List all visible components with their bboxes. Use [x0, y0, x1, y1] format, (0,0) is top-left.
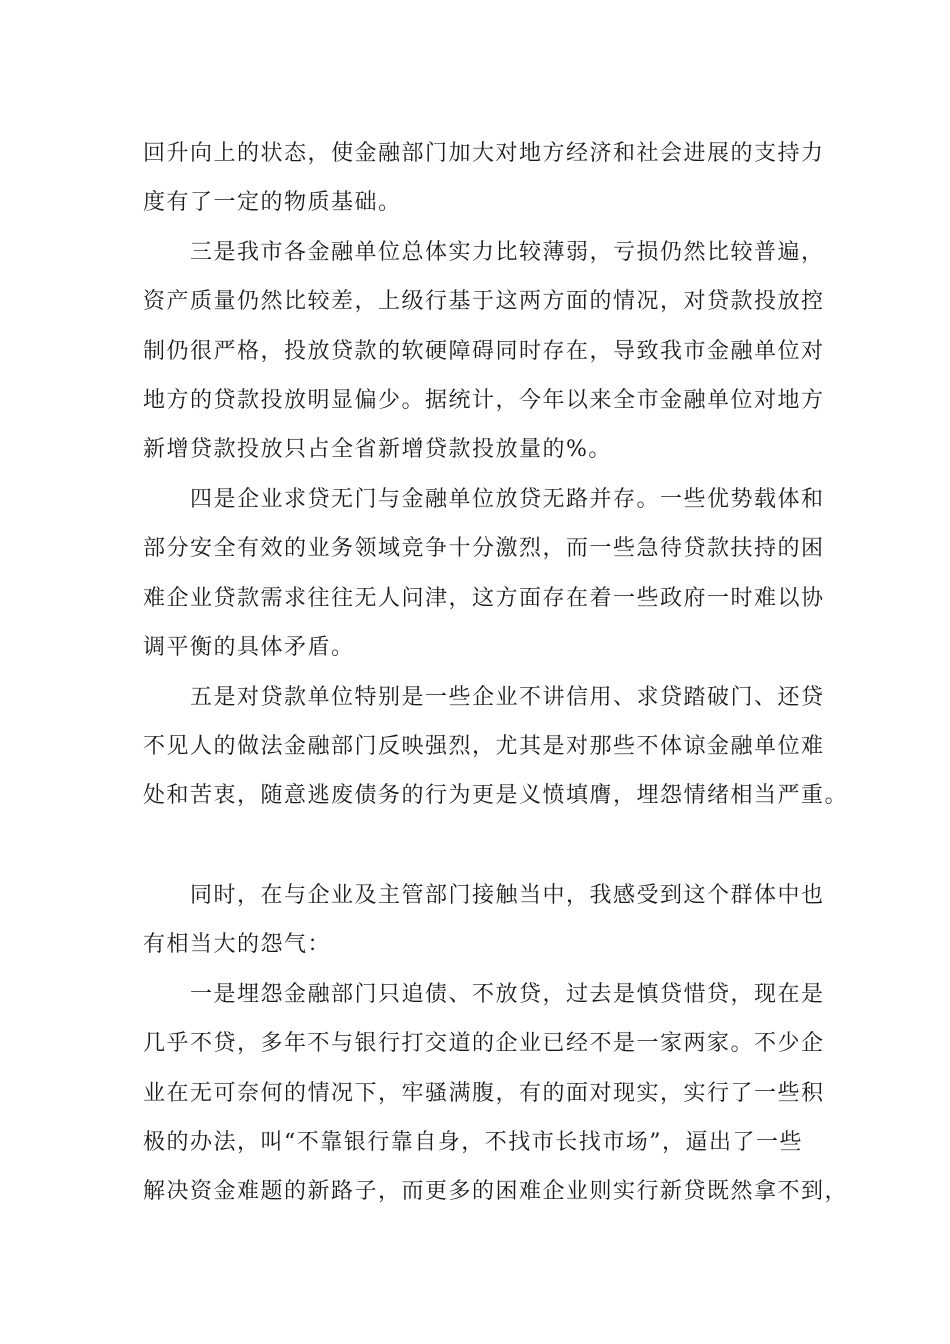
text-line: 极的办法，叫“不靠银行靠自身，不找市长找市场”，逼出了一些 — [143, 1130, 803, 1155]
text-line: 四是企业求贷无门与金融单位放贷无路并存。一些优势载体和 — [190, 487, 825, 512]
text-line: 度有了一定的物质基础。 — [143, 190, 402, 215]
text-line: 几乎不贷，多年不与银行打交道的企业已经不是一家两家。不少企 — [143, 1031, 825, 1056]
text-line: 处和苦衷，随意逃废债务的行为更是义愤填膺，埋怨情绪相当严重。 — [143, 783, 849, 808]
text-line: 解决资金难题的新路子，而更多的困难企业则实行新贷既然拿不到， — [143, 1179, 849, 1204]
text-line: 部分安全有效的业务领域竞争十分激烈，而一些急待贷款扶持的困 — [143, 536, 825, 561]
text-line: 五是对贷款单位特别是一些企业不讲信用、求贷踏破门、还贷 — [190, 685, 825, 710]
text-line: 新增贷款投放只占全省新增贷款投放量的%。 — [143, 437, 612, 462]
text-line: 调平衡的具体矛盾。 — [143, 635, 355, 660]
text-line: 一是埋怨金融部门只追债、不放贷，过去是慎贷惜贷，现在是 — [190, 982, 825, 1007]
text-line: 业在无可奈何的情况下，牢骚满腹，有的面对现实，实行了一些积 — [143, 1081, 825, 1106]
text-line: 同时，在与企业及主管部门接触当中，我感受到这个群体中也 — [190, 883, 825, 908]
text-line: 地方的贷款投放明显偏少。据统计，今年以来全市金融单位对地方 — [143, 388, 825, 413]
text-line: 制仍很严格，投放贷款的软硬障碍同时存在，导致我市金融单位对 — [143, 339, 825, 364]
text-line: 不见人的做法金融部门反映强烈，尤其是对那些不体谅金融单位难 — [143, 734, 825, 759]
text-line: 三是我市各金融单位总体实力比较薄弱，亏损仍然比较普遍， — [190, 240, 825, 265]
text-line: 资产质量仍然比较差，上级行基于这两方面的情况，对贷款投放控 — [143, 289, 825, 314]
text-line: 有相当大的怨气： — [143, 932, 332, 957]
text-line: 难企业贷款需求往往无人问津，这方面存在着一些政府一时难以协 — [143, 586, 825, 611]
text-line: 回升向上的状态，使金融部门加大对地方经济和社会进展的支持力 — [143, 141, 825, 166]
